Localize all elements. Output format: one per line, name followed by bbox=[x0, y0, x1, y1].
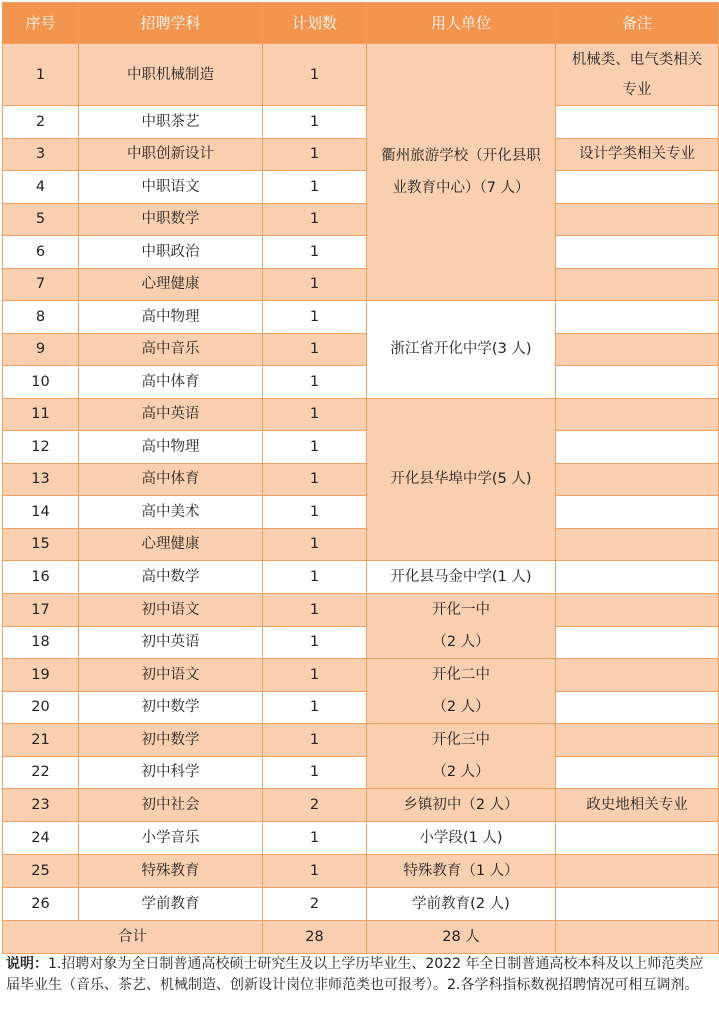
row-count: 1 bbox=[263, 398, 367, 431]
table-row bbox=[3, 138, 719, 171]
row-note bbox=[556, 561, 719, 594]
row-index: 5 bbox=[3, 203, 79, 236]
row-count: 1 bbox=[263, 561, 367, 594]
row-subject: 高中体育 bbox=[79, 463, 263, 496]
row-unit: 学前教育(2 人) bbox=[367, 888, 556, 921]
row-index: 22 bbox=[3, 756, 79, 789]
row-note bbox=[556, 855, 719, 888]
table-row bbox=[3, 171, 719, 204]
total-label: 合计 bbox=[3, 921, 263, 954]
row-index: 9 bbox=[3, 333, 79, 366]
row-index: 14 bbox=[3, 496, 79, 529]
row-count: 1 bbox=[263, 756, 367, 789]
row-subject: 中职茶艺 bbox=[79, 106, 263, 139]
row-index: 6 bbox=[3, 236, 79, 269]
header-index: 序号 bbox=[3, 3, 79, 44]
row-count: 1 bbox=[263, 301, 367, 334]
row-count: 2 bbox=[263, 888, 367, 921]
row-subject: 中职政治 bbox=[79, 236, 263, 269]
table-row bbox=[3, 822, 719, 855]
table-row bbox=[3, 366, 719, 399]
row-count: 1 bbox=[263, 855, 367, 888]
row-index: 23 bbox=[3, 789, 79, 822]
row-count: 1 bbox=[263, 106, 367, 139]
table-row bbox=[3, 44, 719, 106]
row-note bbox=[556, 171, 719, 204]
footnote-label: 说明： bbox=[6, 956, 48, 972]
row-index: 15 bbox=[3, 528, 79, 561]
row-count: 1 bbox=[263, 659, 367, 692]
row-count: 1 bbox=[263, 822, 367, 855]
row-note bbox=[556, 528, 719, 561]
table-row bbox=[3, 463, 719, 496]
row-index: 19 bbox=[3, 659, 79, 692]
row-note bbox=[556, 203, 719, 236]
row-index: 11 bbox=[3, 398, 79, 431]
row-note bbox=[556, 463, 719, 496]
row-unit: 特殊教育（1 人） bbox=[367, 855, 556, 888]
row-count: 2 bbox=[263, 789, 367, 822]
table-row bbox=[3, 301, 719, 334]
row-subject: 初中数学 bbox=[79, 724, 263, 757]
row-index: 18 bbox=[3, 626, 79, 659]
table-body bbox=[3, 44, 719, 954]
table-row bbox=[3, 203, 719, 236]
row-subject: 初中英语 bbox=[79, 626, 263, 659]
row-subject: 高中物理 bbox=[79, 431, 263, 464]
row-subject: 高中英语 bbox=[79, 398, 263, 431]
footnote bbox=[6, 954, 714, 996]
row-subject: 小学音乐 bbox=[79, 822, 263, 855]
header-subject: 招聘学科 bbox=[79, 3, 263, 44]
row-note bbox=[556, 626, 719, 659]
row-subject: 特殊教育 bbox=[79, 855, 263, 888]
row-note bbox=[556, 822, 719, 855]
row-note bbox=[556, 756, 719, 789]
row-index: 8 bbox=[3, 301, 79, 334]
table-row bbox=[3, 756, 719, 789]
table-row bbox=[3, 789, 719, 822]
row-note bbox=[556, 301, 719, 334]
row-count: 1 bbox=[263, 333, 367, 366]
row-subject: 初中数学 bbox=[79, 691, 263, 724]
row-index: 2 bbox=[3, 106, 79, 139]
table-row bbox=[3, 855, 719, 888]
total-units: 28 人 bbox=[367, 921, 556, 954]
row-subject: 学前教育 bbox=[79, 888, 263, 921]
row-note bbox=[556, 659, 719, 692]
row-unit: 开化一中 （2 人） bbox=[367, 594, 556, 659]
table-row bbox=[3, 333, 719, 366]
row-count: 1 bbox=[263, 236, 367, 269]
header-count: 计划数 bbox=[263, 3, 367, 44]
row-note bbox=[556, 691, 719, 724]
row-index: 7 bbox=[3, 268, 79, 301]
table-row bbox=[3, 691, 719, 724]
table-row bbox=[3, 528, 719, 561]
header-note: 备注 bbox=[556, 3, 719, 44]
row-index: 16 bbox=[3, 561, 79, 594]
row-index: 10 bbox=[3, 366, 79, 399]
row-subject: 中职机械制造 bbox=[79, 44, 263, 106]
row-index: 13 bbox=[3, 463, 79, 496]
row-note: 政史地相关专业 bbox=[556, 789, 719, 822]
row-subject: 高中音乐 bbox=[79, 333, 263, 366]
row-subject: 中职数学 bbox=[79, 203, 263, 236]
row-unit: 小学段(1 人) bbox=[367, 822, 556, 855]
table-row bbox=[3, 268, 719, 301]
table-row bbox=[3, 659, 719, 692]
table-row bbox=[3, 236, 719, 269]
row-count: 1 bbox=[263, 366, 367, 399]
row-note bbox=[556, 268, 719, 301]
row-note bbox=[556, 106, 719, 139]
row-index: 1 bbox=[3, 44, 79, 106]
row-unit: 衢州旅游学校（开化县职业教育中心）（7 人） bbox=[367, 44, 556, 301]
row-unit: 开化县华埠中学(5 人) bbox=[367, 398, 556, 561]
row-count: 1 bbox=[263, 528, 367, 561]
table-row bbox=[3, 561, 719, 594]
table-row bbox=[3, 106, 719, 139]
row-subject: 高中物理 bbox=[79, 301, 263, 334]
table-row bbox=[3, 496, 719, 529]
table-header-row bbox=[3, 3, 719, 44]
table-row bbox=[3, 888, 719, 921]
row-subject: 高中数学 bbox=[79, 561, 263, 594]
row-subject: 心理健康 bbox=[79, 528, 263, 561]
row-note bbox=[556, 366, 719, 399]
row-index: 24 bbox=[3, 822, 79, 855]
row-index: 25 bbox=[3, 855, 79, 888]
row-note bbox=[556, 496, 719, 529]
row-unit: 乡镇初中（2 人） bbox=[367, 789, 556, 822]
row-count: 1 bbox=[263, 268, 367, 301]
row-unit: 开化县马金中学(1 人) bbox=[367, 561, 556, 594]
row-subject: 初中语文 bbox=[79, 594, 263, 627]
row-note bbox=[556, 398, 719, 431]
row-count: 1 bbox=[263, 431, 367, 464]
total-row bbox=[3, 921, 719, 954]
row-count: 1 bbox=[263, 691, 367, 724]
row-unit: 开化二中 （2 人） bbox=[367, 659, 556, 724]
table-row bbox=[3, 398, 719, 431]
row-count: 1 bbox=[263, 44, 367, 106]
row-note: 机械类、电气类相关专业 bbox=[556, 44, 719, 106]
row-index: 26 bbox=[3, 888, 79, 921]
row-subject: 高中美术 bbox=[79, 496, 263, 529]
row-index: 4 bbox=[3, 171, 79, 204]
footnote-text: 1.招聘对象为全日制普通高校硕士研究生及以上学历毕业生、2022 年全日制普通高校本科及以上师范类应届毕业生（音乐、茶艺、机械制造、创新设计岗位非师范类也可报考）。2.各学科指标数视招聘情况可相互调剂。 bbox=[6, 956, 704, 993]
row-count: 1 bbox=[263, 138, 367, 171]
row-note bbox=[556, 236, 719, 269]
row-unit: 浙江省开化中学(3 人) bbox=[367, 301, 556, 399]
row-index: 17 bbox=[3, 594, 79, 627]
row-subject: 初中社会 bbox=[79, 789, 263, 822]
row-subject: 中职创新设计 bbox=[79, 138, 263, 171]
total-note bbox=[556, 921, 719, 954]
row-subject: 初中语文 bbox=[79, 659, 263, 692]
row-index: 20 bbox=[3, 691, 79, 724]
total-count: 28 bbox=[263, 921, 367, 954]
row-note: 设计学类相关专业 bbox=[556, 138, 719, 171]
row-index: 12 bbox=[3, 431, 79, 464]
row-note bbox=[556, 888, 719, 921]
row-count: 1 bbox=[263, 496, 367, 529]
table-row bbox=[3, 594, 719, 627]
row-index: 21 bbox=[3, 724, 79, 757]
row-subject: 初中科学 bbox=[79, 756, 263, 789]
table-row bbox=[3, 626, 719, 659]
row-unit: 开化三中 （2 人） bbox=[367, 724, 556, 789]
header-unit: 用人单位 bbox=[367, 3, 556, 44]
row-subject: 中职语文 bbox=[79, 171, 263, 204]
row-count: 1 bbox=[263, 724, 367, 757]
table-row bbox=[3, 431, 719, 464]
recruitment-table bbox=[2, 2, 719, 954]
row-count: 1 bbox=[263, 171, 367, 204]
row-count: 1 bbox=[263, 203, 367, 236]
row-note bbox=[556, 594, 719, 627]
table-row bbox=[3, 724, 719, 757]
row-subject: 心理健康 bbox=[79, 268, 263, 301]
row-subject: 高中体育 bbox=[79, 366, 263, 399]
row-index: 3 bbox=[3, 138, 79, 171]
row-count: 1 bbox=[263, 594, 367, 627]
row-count: 1 bbox=[263, 626, 367, 659]
row-count: 1 bbox=[263, 463, 367, 496]
row-note bbox=[556, 431, 719, 464]
row-note bbox=[556, 333, 719, 366]
row-note bbox=[556, 724, 719, 757]
